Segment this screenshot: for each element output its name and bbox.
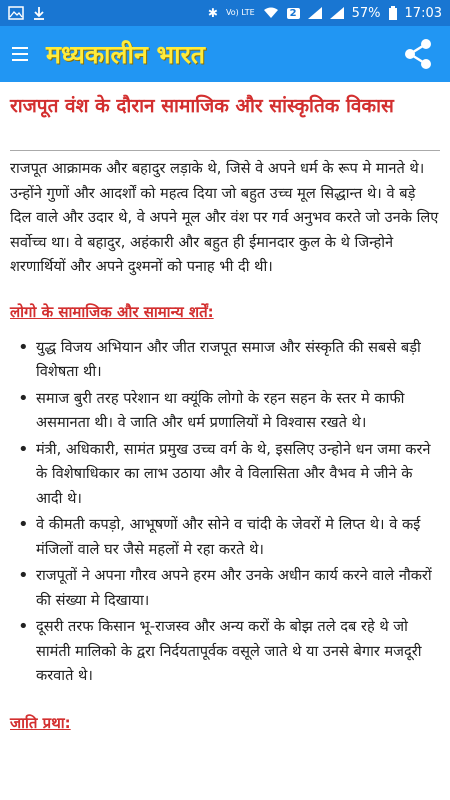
- battery-icon: [389, 6, 397, 20]
- signal-icon-2: [330, 7, 344, 19]
- list-item: • युद्ध विजय अभियान और जीत राजपूत समाज और संस्कृति की सबसे बड़ी विशेषता थी।: [18, 336, 440, 385]
- signal-icon: [308, 7, 322, 19]
- status-right: [208, 6, 442, 21]
- image-notification-icon: [8, 6, 24, 20]
- list-item: • वे कीमती कपड़ो, आभूषणों और सोने व चांदी के जेवरों मे लिप्त थे। वे कई मंजिलों वाले घर जैसे महलों मे रहा करते थे।: [18, 513, 440, 562]
- wifi-icon: [263, 7, 279, 19]
- list-item: • मंत्री, अधिकारी, सामंत प्रमुख उच्च वर्ग के थे, इसलिए उन्होने धन जमा करने के विशेषाधिकार का लाभ उठाया और वे विलासिता और वैभव मे जीने के आदी थे।: [18, 438, 440, 512]
- list-item: • राजपूतों ने अपना गौरव अपने हरम और उनके अधीन कार्य करने वाले नौकरों की संख्या मे दिखाया।: [18, 564, 440, 613]
- battery-level: 57%: [351, 5, 381, 21]
- section-heading-caste-system: जाति प्रथा:: [10, 713, 71, 732]
- intro-paragraph: राजपूत आक्रामक और बहादुर लड़ाके थे, जिसे वे अपने धर्म के रूप मे मानते थे। उन्होंने गुणों और आदर्शों को महत्व दिया जो बहुत उच्च मूल सिद्धान्त थे। वे बड़े दिल वाले और उदार थे, वे अपने मूल और वंश पर गर्व अनुभव करते जो उनके लिए सर्वोच्च था। वे बहादुर, अहंकारी और बहुत ही ईमानदार कुल के थे जिन्होने शरणार्थियों और अपने दुश्मनों को पनाह भी दी थी।: [10, 160, 439, 275]
- app-bar: [0, 26, 450, 82]
- status-bar: [0, 0, 450, 26]
- status-left: [8, 6, 46, 20]
- divider: [10, 150, 440, 151]
- bullet-list: [10, 336, 440, 689]
- download-icon: [32, 6, 46, 20]
- list-item: • समाज बुरी तरह परेशान था क्यूंकि लोगो के रहन सहन के स्तर मे काफी असमानता थी। वे जाति और धर्म प्रणालियों मे विश्वास रखते थे।: [18, 387, 440, 436]
- article-content[interactable]: [0, 82, 450, 800]
- article-title: राजपूत वंश के दौरान सामाजिक और सांस्कृतिक विकास: [10, 95, 394, 117]
- clock: 17:03: [404, 5, 442, 21]
- bluetooth-icon: ✱: [207, 6, 218, 20]
- sim-badge: 2: [287, 8, 300, 19]
- list-item: • दूसरी तरफ किसान भू-राजस्व और अन्य करों के बोझ तले दब रहे थे जो सामंती मालिको के द्वरा निर्दयतापूर्वक वसूले जाते थे या उनसे बेगार मजदूरी करवाते थे।: [18, 615, 440, 689]
- hamburger-icon[interactable]: [8, 38, 40, 70]
- app-title: मध्यकालीन भारत: [46, 40, 206, 69]
- section-heading-social-conditions: लोगो के सामाजिक और सामान्य शर्तें:: [10, 302, 214, 321]
- share-icon[interactable]: [398, 34, 438, 74]
- lte-indicator: Vo) LTE: [225, 8, 255, 17]
